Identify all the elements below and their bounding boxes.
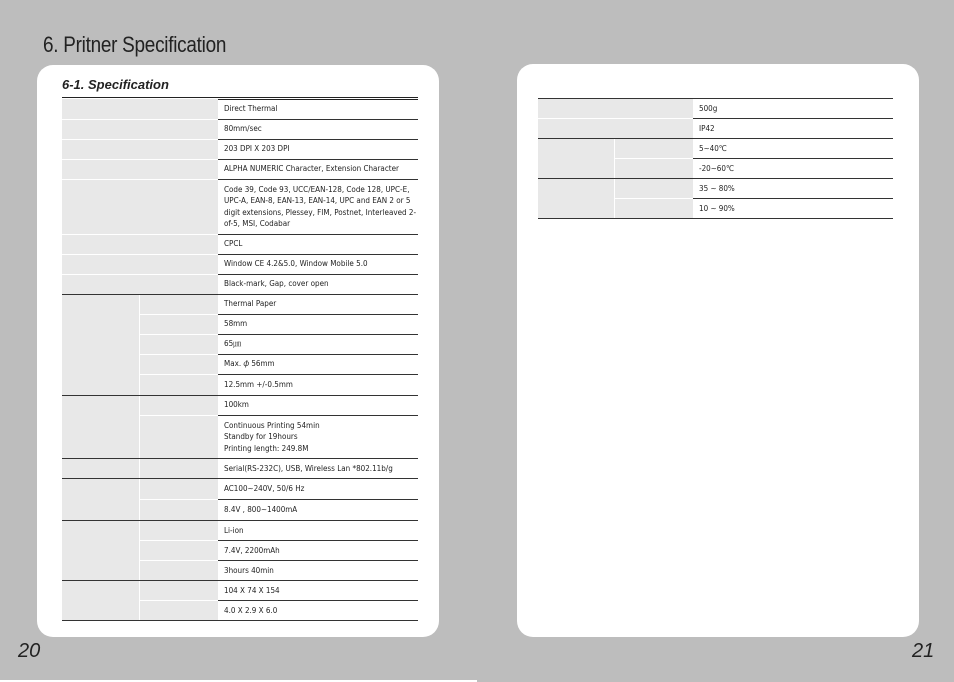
value-cell: Code 39, Code 93, UCC/EAN-128, Code 128, UPC-E, UPC-A, EAN-8, EAN-13, EAN-14, UPC and EAN 2 or 5 digit extensions, Plessey, FIM, Postnet, Interleaved 2-of-5, MSI, Codabar	[218, 179, 418, 234]
table-row	[538, 99, 893, 119]
value-cell: 65㎛	[218, 334, 418, 354]
spec-table-right	[538, 98, 893, 219]
group-label-cell	[538, 179, 614, 219]
value-cell: 35 ~ 80%	[693, 179, 893, 199]
table-row	[62, 581, 418, 601]
table-row	[62, 254, 418, 274]
label-cell	[62, 119, 218, 139]
table-row	[62, 521, 418, 541]
sublabel-cell	[139, 541, 218, 561]
section-title: 6-1. Specification	[62, 77, 169, 92]
sublabel-cell	[139, 561, 218, 581]
group-label-cell	[62, 521, 139, 581]
label-cell	[62, 179, 218, 234]
label-cell	[62, 254, 218, 274]
page-number-right: 21	[912, 640, 935, 662]
value-cell: Li-ion	[218, 521, 418, 541]
label-cell	[62, 159, 218, 179]
table-row	[62, 119, 418, 139]
value-cell: 104 X 74 X 154	[218, 581, 418, 601]
table-row	[62, 395, 418, 415]
value-cell: 5~40℃	[693, 139, 893, 159]
table-row	[538, 119, 893, 139]
table-row	[62, 294, 418, 314]
label-cell	[538, 99, 693, 119]
value-cell: Continuous Printing 54min Standby for 19hours Printing length: 249.8M	[218, 415, 418, 459]
value-cell: 203 DPI X 203 DPI	[218, 139, 418, 159]
sublabel-cell	[139, 415, 218, 459]
sublabel-cell	[614, 139, 693, 159]
value-cell: AC100~240V, 50/6 Hz	[218, 479, 418, 500]
label-cell	[62, 139, 218, 159]
table-row	[62, 179, 418, 234]
value-cell: 4.0 X 2.9 X 6.0	[218, 601, 418, 621]
sublabel-cell	[614, 159, 693, 179]
sublabel-cell	[139, 314, 218, 334]
table-row	[62, 459, 418, 479]
value-cell: 500g	[693, 99, 893, 119]
group-label-cell	[62, 581, 139, 621]
sublabel-cell	[139, 521, 218, 541]
group-label-cell	[538, 139, 614, 179]
sublabel-cell	[139, 601, 218, 621]
value-cell: 3hours 40min	[218, 561, 418, 581]
value-cell: Serial(RS-232C), USB, Wireless Lan *802.11b/g	[218, 459, 418, 479]
value-cell: CPCL	[218, 234, 418, 254]
table-row	[62, 159, 418, 179]
sublabel-cell	[139, 581, 218, 601]
sublabel-cell	[139, 479, 218, 500]
sublabel-cell	[139, 459, 218, 479]
group-label-cell	[62, 294, 139, 395]
value-cell: 8.4V , 800~1400mA	[218, 500, 418, 521]
value-cell: IP42	[693, 119, 893, 139]
label-cell	[62, 234, 218, 254]
sublabel-cell	[614, 199, 693, 219]
sublabel-cell	[139, 334, 218, 354]
label-cell	[62, 274, 218, 294]
value-cell: 7.4V, 2200mAh	[218, 541, 418, 561]
group-label-cell	[62, 479, 139, 521]
label-cell	[538, 119, 693, 139]
table-row	[62, 234, 418, 254]
table-row	[538, 139, 893, 159]
sublabel-cell	[139, 374, 218, 395]
value-cell: 80mm/sec	[218, 119, 418, 139]
table-row	[62, 479, 418, 500]
spec-table-left	[62, 99, 418, 621]
value-cell: Max. 𝜙 56mm	[218, 354, 418, 374]
page-title: 6. Pritner Specification	[43, 32, 227, 57]
page-number-left: 20	[18, 640, 41, 662]
label-cell	[62, 99, 218, 119]
group-label-cell	[62, 395, 139, 459]
group-label-cell	[62, 459, 139, 479]
value-cell: 12.5mm +/-0.5mm	[218, 374, 418, 395]
table-row	[62, 274, 418, 294]
table-row	[62, 139, 418, 159]
table-row	[538, 179, 893, 199]
value-cell: -20~60℃	[693, 159, 893, 179]
value-cell: Direct Thermal	[218, 99, 418, 119]
sublabel-cell	[139, 294, 218, 314]
value-cell: 100km	[218, 395, 418, 415]
sublabel-cell	[139, 354, 218, 374]
table-row	[62, 99, 418, 119]
value-cell: Window CE 4.2&5.0, Window Mobile 5.0	[218, 254, 418, 274]
value-cell: ALPHA NUMERIC Character, Extension Character	[218, 159, 418, 179]
sublabel-cell	[614, 179, 693, 199]
sublabel-cell	[139, 395, 218, 415]
value-cell: Thermal Paper	[218, 294, 418, 314]
sublabel-cell	[139, 500, 218, 521]
value-cell: 10 ~ 90%	[693, 199, 893, 219]
value-cell: 58mm	[218, 314, 418, 334]
value-cell: Black-mark, Gap, cover open	[218, 274, 418, 294]
